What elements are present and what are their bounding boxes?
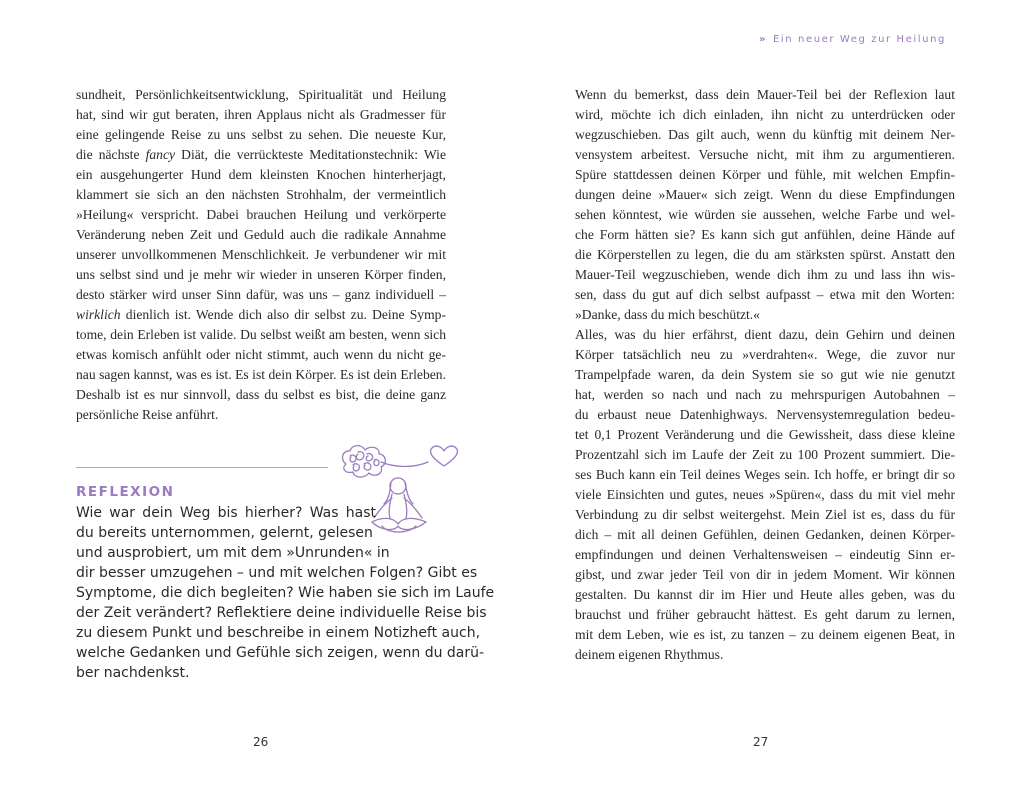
text-line: brauchst und früher gebraucht hättest. Es geht darum zu lernen, [575,607,955,622]
text-line: viele Einsichten und gutes, neues »Spüren«, dass du mit viel mehr [575,487,955,502]
text-fragment: dienlich ist. Wende dich also dir selbst zu. Deine Symp- [125,307,446,322]
text-line: tet 0,1 Prozent Veränderung und die Gewissheit, dass diese kleine [575,427,955,442]
text-line: nau sagen kannst, was es ist. Es ist dein Körper. Es ist dein Erleben. [76,367,446,382]
reflexion-heading: REFLEXION [76,484,175,500]
text-line: etwas komisch anfühlt oder nicht stimmt, auch wenn du nicht ge- [76,347,446,362]
page-number-right: 27 [753,735,769,749]
text-line: Alles, was du hier erfährst, dient dazu, dein Gehirn und deinen [575,327,955,342]
text-line: desto stärker wird unser Sinn dafür, was uns – ganz individuell – [76,287,446,302]
text-line: ein ausgehungerter Hund dem kleinsten Knochen hinterherjagt, [76,167,446,182]
text-line: uns selbst sind und je mehr wir wieder in unseren Körper finden, [76,267,446,282]
text-line: empfindungen und deinen Verhaltensweisen – eindeutig Sinn er- [575,547,955,562]
reflexion-line: Wie war dein Weg bis hierher? Was hast [76,505,376,521]
text-line-mixed [76,305,446,325]
text-line: Veränderung neben Zeit und Geduld auch die radikale Annahme [76,227,446,242]
text-fragment: Diät, die verrückteste Meditationstechnik: Wie [181,147,446,162]
text-line: Prozentzahl sich im Laufe der Zeit zu 100 Prozent summiert. Die- [575,447,955,462]
text-line: sehen könntest, wie würden sie aussehen, welche Farbe und wel- [575,207,955,222]
double-chevron-right-icon: » [758,34,767,45]
text-line: vensystem arbeitest. Versuche nicht, mit ihm zu argumentieren. [575,147,955,162]
italic-word: wirklich [76,307,121,322]
reflexion-line: Symptome, die dich begleiten? Wie haben sie sich im Laufe [76,585,495,601]
text-line: Körper tatsächlich neu zu »verdrahten«. Wege, die zuvor nur [575,347,955,362]
text-line: mit dem Leben, wie es ist, zu tanzen – zu deinem eigenen Beat, in [575,627,955,642]
running-header [759,34,946,45]
reflexion-line: der Zeit verändert? Reflektiere deine individuelle Reise bis [76,605,487,621]
text-line: »Heilung« verspricht. Dabei brauchen Heilung und verkörperte [76,207,446,222]
text-line: dungen deine »Mauer« sich zeigt. Wenn du diese Empfindungen [575,187,955,202]
text-line: tome, dein Erleben ist valide. Du selbst weißt am besten, wenn sich [76,327,446,342]
text-line: ses Buch kann ein Teil deines Weges sein. Ich hoffe, er bringt dir so [575,467,955,482]
text-line-mixed [76,145,446,165]
text-line: persönliche Reise anführt. [76,407,219,422]
text-line: Trampelpfade waren, da dein System sie so gut wie nie genutzt [575,367,955,382]
right-body-text [575,85,955,665]
text-line: Deshalb ist es nur sinnvoll, dass du selbst es bist, die deine ganz [76,387,446,402]
text-line: Mauer-Teil wegzuschieben, wende dich ihm zu und lass ihn wis- [575,267,955,282]
reflexion-body [76,503,495,683]
text-line: Spüre stattdessen deinen Körper und fühle, mit welchen Empfin- [575,167,955,182]
text-line: sen, dass du gut auf dich selbst aufpasst – etwa mit den Worten: [575,287,955,302]
running-title: Ein neuer Weg zur Heilung [773,34,946,45]
text-line: eine gelingende Reise zu uns selbst zu sehen. Die neueste Kur, [76,127,446,142]
left-body-text [76,85,446,425]
text-line: dich – mit all deinen Gefühlen, deinen Gedanken, deinen Körper- [575,527,955,542]
text-line: »Danke, dass du mich beschützt.« [575,307,760,322]
text-fragment: die nächste [76,147,140,162]
text-line: klammert sie sich an den nächsten Strohhalm, der vermeintlich [76,187,446,202]
reflexion-line: dir besser umzugehen – und mit welchen Folgen? Gibt es [76,565,478,581]
text-line: Wenn du bemerkst, dass dein Mauer-Teil bei der Reflexion laut [575,87,955,102]
italic-word: fancy [145,147,176,162]
text-line: gibst, und zwar jeder Teil von dir in jedem Moment. Wir können [575,567,955,582]
text-line: gestalten. Du kannst dir im Hier und Heute alles geben, was du [575,587,955,602]
reflexion-divider [76,467,328,468]
page-number-left: 26 [253,735,269,749]
text-line: unserer unvollkommenen Menschlichkeit. Je verbundener wir mit [76,247,446,262]
text-line: du erbaust neue Datenhighways. Nervensystemregulation bedeu- [575,407,955,422]
text-line: wegzuschieben. Das gilt auch, wenn du künftig mit deinem Ner- [575,127,955,142]
reflexion-line: du bereits unternommen, gelernt, gelesen [76,525,373,541]
text-line: wird, möchte ich dich einladen, ihn nicht zu unterdrücken oder [575,107,955,122]
text-line: hat, sind wir gut beraten, ihren Applaus nicht als Gradmesser für [76,107,446,122]
reflexion-line: ber nachdenkst. [76,665,190,681]
text-line: che Form hätten sie? Es kann sich gut anfühlen, deine Hände auf [575,227,955,242]
reflexion-line: und ausprobiert, um mit dem »Unrunden« in [76,545,390,561]
reflexion-line: zu diesem Punkt und beschreibe in einem Notizheft auch, [76,625,481,641]
right-page [510,0,1020,793]
text-line: deinem eigenen Rhythmus. [575,647,724,662]
text-line: sundheit, Persönlichkeitsentwicklung, Spiritualität und Heilung [76,87,446,102]
text-line: Verbindung zu dir selbst weitergehst. Mein Ziel ist es, dass du für [575,507,955,522]
text-line: die Körperstellen zu legen, die du am stärksten spürst. Anstatt den [575,247,955,262]
text-line: hat, werden so nach und nach zu mehrspurigen Autobahnen – [575,387,955,402]
reflexion-line: welche Gedanken und Gefühle sich zeigen, wenn du darü- [76,645,485,661]
